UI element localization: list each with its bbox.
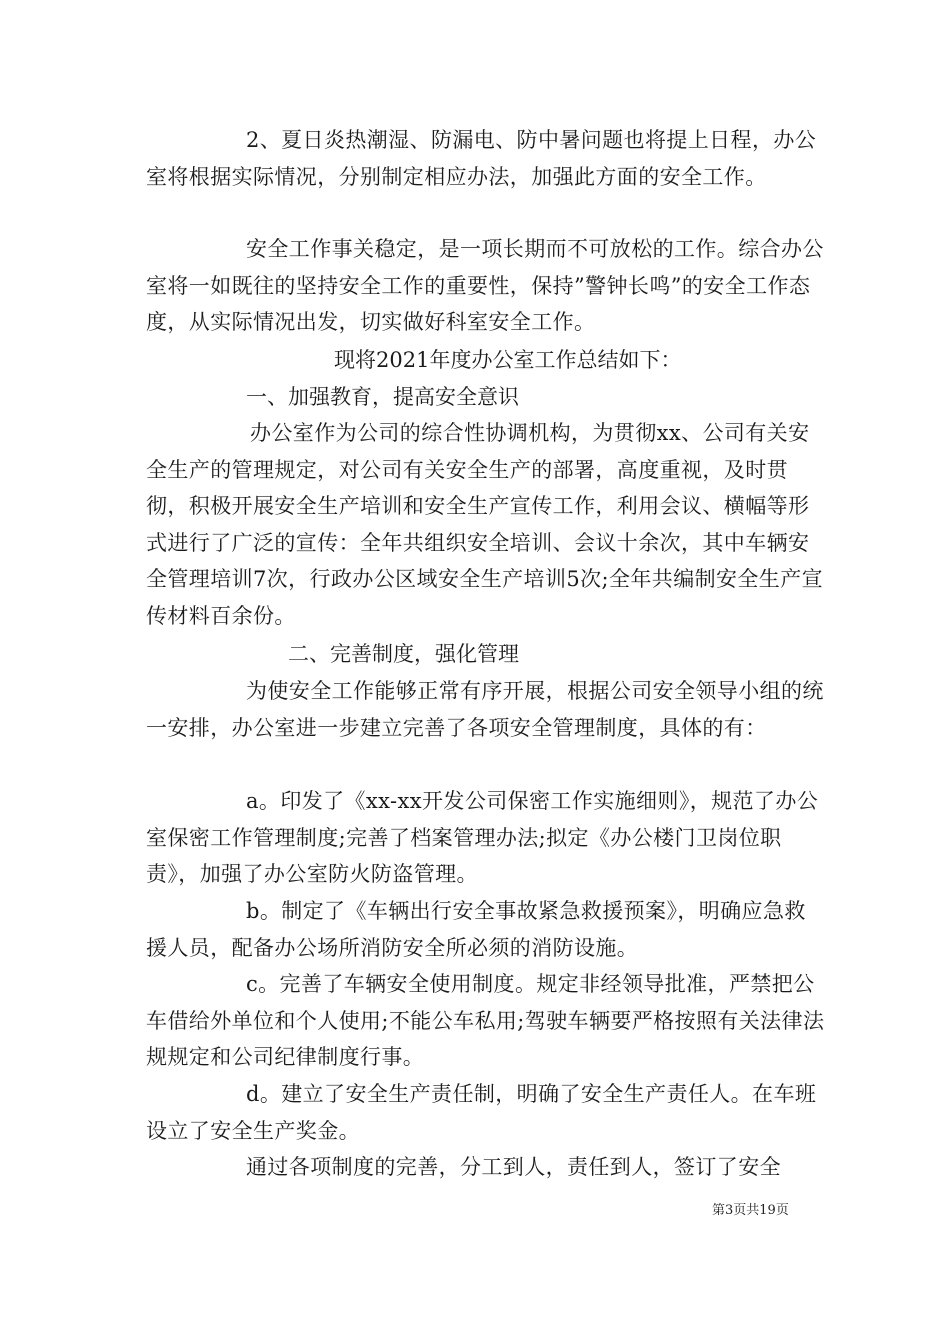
paragraph-summer-safety: 2、夏日炎热潮湿、防漏电、防中暑问题也将提上日程，办公室将根据实际情况，分别制定相应办法，加强此方面的安全工作。 [146,128,817,189]
section-heading-education: 一、加强教育，提高安全意识 [246,385,519,409]
paragraph-safety-stability: 安全工作事关稳定，是一项长期而不可放松的工作。综合办公室将一如既往的坚持安全工作的重要性，保持”警钟长鸣”的安全工作态度，从实际情况出发，切实做好科室安全工作。 [146,237,824,334]
list-item-c: c。完善了车辆安全使用制度。规定非经领导批准，严禁把公车借给外单位和个人使用;不能公车私用;驾驶车辆要严格按照有关法律法规规定和公司纪律制度行事。 [146,972,825,1069]
list-item-b: b。制定了《车辆出行安全事故紧急救援预案》，明确应急救援人员，配备办公场所消防安全所必须的消防设施。 [146,899,806,960]
list-item-d: d。建立了安全生产责任制，明确了安全生产责任人。在车班设立了安全生产奖金。 [146,1082,817,1143]
summary-intro: 现将2021年度办公室工作总结如下： [334,348,682,372]
section-heading-system: 二、完善制度，强化管理 [288,642,519,666]
paragraph-conclusion: 通过各项制度的完善，分工到人，责任到人，签订了安全 [246,1155,781,1179]
page-number-footer: 第3页共19页 [712,1203,789,1218]
list-item-a: a。印发了《xx-xx开发公司保密工作实施细则》，规范了办公室保密工作管理制度;完善了档案管理办法;拟定《办公楼门卫岗位职责》，加强了办公室防火防盗管理。 [146,789,819,886]
paragraph-office-training: 办公室作为公司的综合性协调机构，为贯彻xx、公司有关安全生产的管理规定，对公司有关安全生产的部署，高度重视，及时贯彻，积极开展安全生产培训和安全生产宣传工作，利用会议、横幅等形式进行了广泛的宣传：全年共组织安全培训、会议十余次，其中车辆安全管理培训7次，行政办公区域安全生产培训5次;全年共编制安全生产宣传材料百余份。 [146,421,823,628]
paragraph-system-intro: 为使安全工作能够正常有序开展，根据公司安全领导小组的统一安排，办公室进一步建立完善了各项安全管理制度，具体的有： [146,679,824,740]
